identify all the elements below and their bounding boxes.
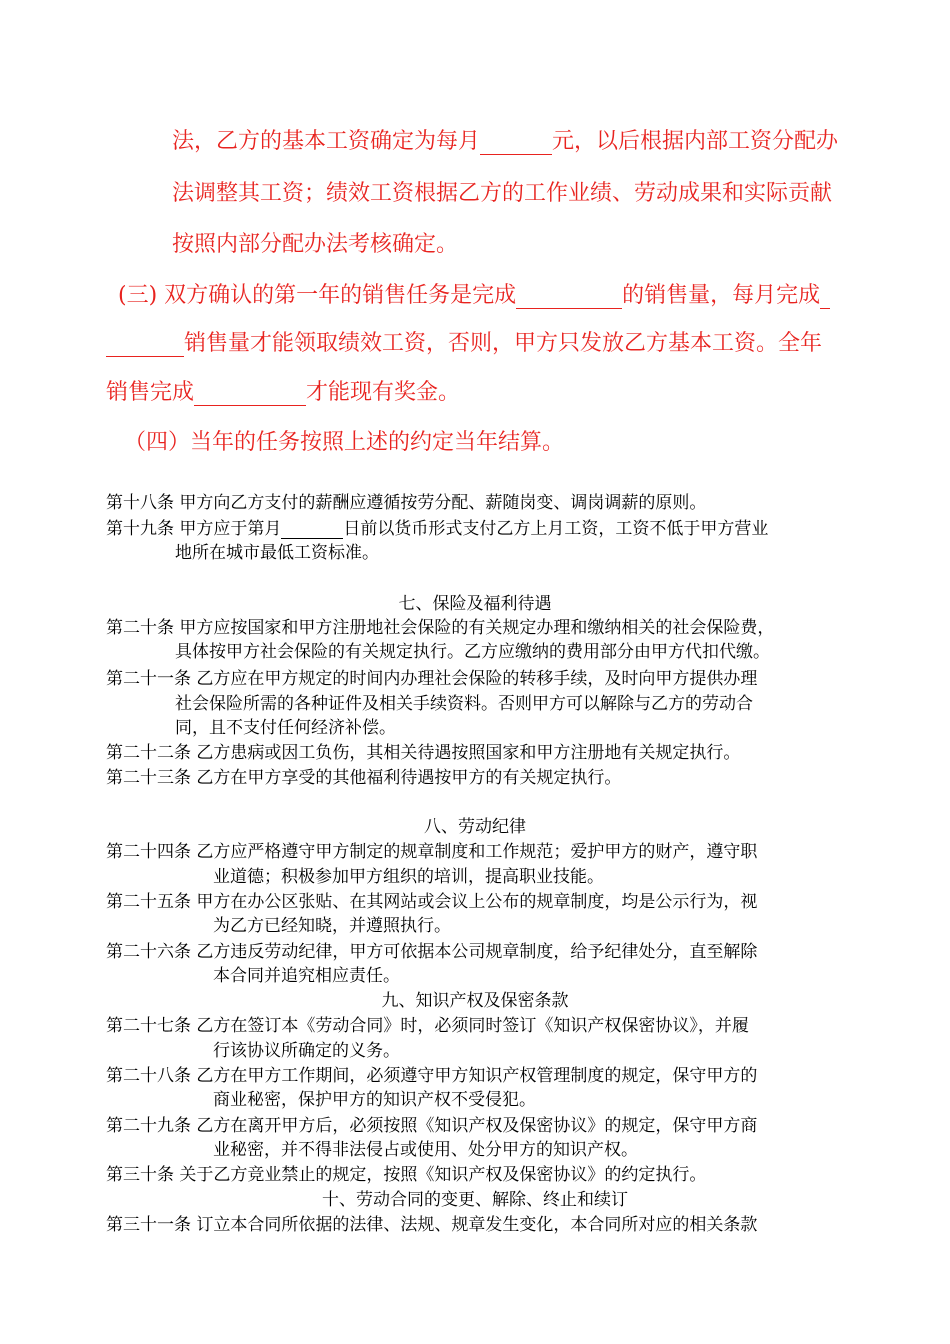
- article-27-cont: 行该协议所确定的义务。: [213, 1041, 400, 1061]
- article-29-cont: 业秘密，并不得非法侵占或使用、处分甲方的知识产权。: [213, 1140, 638, 1160]
- settlement-line: （四）当年的任务按照上述的约定当年结算。: [124, 430, 565, 455]
- article-28-cont: 商业秘密，保护甲方的知识产权不受侵犯。: [213, 1090, 536, 1110]
- blank-monthly-sales-a: [820, 285, 830, 309]
- article-25-cont: 为乙方已经知晓，并遵照执行。: [213, 916, 451, 936]
- blank-base-salary: [480, 131, 552, 155]
- article-23: 第二十三条 乙方在甲方享受的其他福利待遇按甲方的有关规定执行。: [106, 768, 622, 788]
- section-heading-8: 八、劳动纪律: [424, 817, 526, 837]
- article-29: 第二十九条 乙方在离开甲方后，必须按照《知识产权及保密协议》的规定，保守甲方商: [106, 1116, 758, 1136]
- article-27: 第二十七条 乙方在签订本《劳动合同》时，必须同时签订《知识产权保密协议》，并履: [106, 1016, 749, 1036]
- article-25: 第二十五条 甲方在办公区张贴、在其网站或会议上公布的规章制度，均是公示行为，视: [106, 892, 758, 912]
- article-21-cont-1: 社会保险所需的各种证件及相关手续资料。否则甲方可以解除与乙方的劳动合: [175, 694, 753, 714]
- blank-year-sales-bonus: [194, 382, 306, 406]
- article-26: 第二十六条 乙方违反劳动纪律，甲方可依据本公司规章制度，给予纪律处分，直至解除: [106, 942, 758, 962]
- blank-annual-sales: [516, 285, 622, 309]
- article-19: 第十九条 甲方应于第月 日前以货币形式支付乙方上月工资，工资不低于甲方营业: [106, 519, 769, 539]
- article-30: 第三十条 关于乙方竞业禁止的规定，按照《知识产权及保密协议》的约定执行。: [106, 1165, 707, 1185]
- article-18: 第十八条 甲方向乙方支付的薪酬应遵循按劳分配、薪随岗变、调岗调薪的原则。: [106, 493, 707, 513]
- section-heading-10: 十、劳动合同的变更、解除、终止和续订: [322, 1190, 628, 1210]
- article-24: 第二十四条 乙方应严格遵守甲方制定的规章制度和工作规范；爱护甲方的财产，遵守职: [106, 842, 758, 862]
- article-21-cont-2: 同，且不支付任何经济补偿。: [175, 718, 396, 738]
- salary-line-1: 法，乙方的基本工资确定为每月 元，以后根据内部工资分配办: [172, 129, 839, 154]
- article-26-cont: 本合同并追究相应责任。: [213, 966, 400, 986]
- salary-line-3: 按照内部分配办法考核确定。: [172, 232, 459, 257]
- article-20-cont: 具体按甲方社会保险的有关规定执行。乙方应缴纳的费用部分由甲方代扣代缴。: [175, 642, 770, 662]
- sales-task-line-3: 销售完成 才能现有奖金。: [106, 380, 461, 405]
- sales-task-line-1: (三) 双方确认的第一年的销售任务是完成 的销售量，每月完成: [118, 278, 830, 309]
- article-28: 第二十八条 乙方在甲方工作期间，必须遵守甲方知识产权管理制度的规定，保守甲方的: [106, 1066, 758, 1086]
- blank-monthly-sales-b: [106, 333, 184, 357]
- salary-line-2: 法调整其工资；绩效工资根据乙方的工作业绩、劳动成果和实际贡献: [172, 181, 833, 206]
- article-21: 第二十一条 乙方应在甲方规定的时间内办理社会保险的转移手续，及时向甲方提供办理: [106, 669, 758, 689]
- section-heading-7: 七、保险及福利待遇: [398, 594, 552, 614]
- article-19-cont: 地所在城市最低工资标准。: [175, 543, 379, 563]
- article-31: 第三十一条 订立本合同所依据的法律、法规、规章发生变化，本合同所对应的相关条款: [106, 1215, 758, 1235]
- article-22: 第二十二条 乙方患病或因工负伤，其相关待遇按照国家和甲方注册地有关规定执行。: [106, 743, 741, 763]
- article-20: 第二十条 甲方应按国家和甲方注册地社会保险的有关规定办理和缴纳相关的社会保险费，: [106, 618, 775, 638]
- article-24-cont: 业道德；积极参加甲方组织的培训，提高职业技能。: [213, 867, 604, 887]
- sales-task-line-2: 销售量才能领取绩效工资，否则，甲方只发放乙方基本工资。全年: [106, 326, 822, 357]
- blank-pay-day: [281, 521, 343, 539]
- section-heading-9: 九、知识产权及保密条款: [381, 991, 569, 1011]
